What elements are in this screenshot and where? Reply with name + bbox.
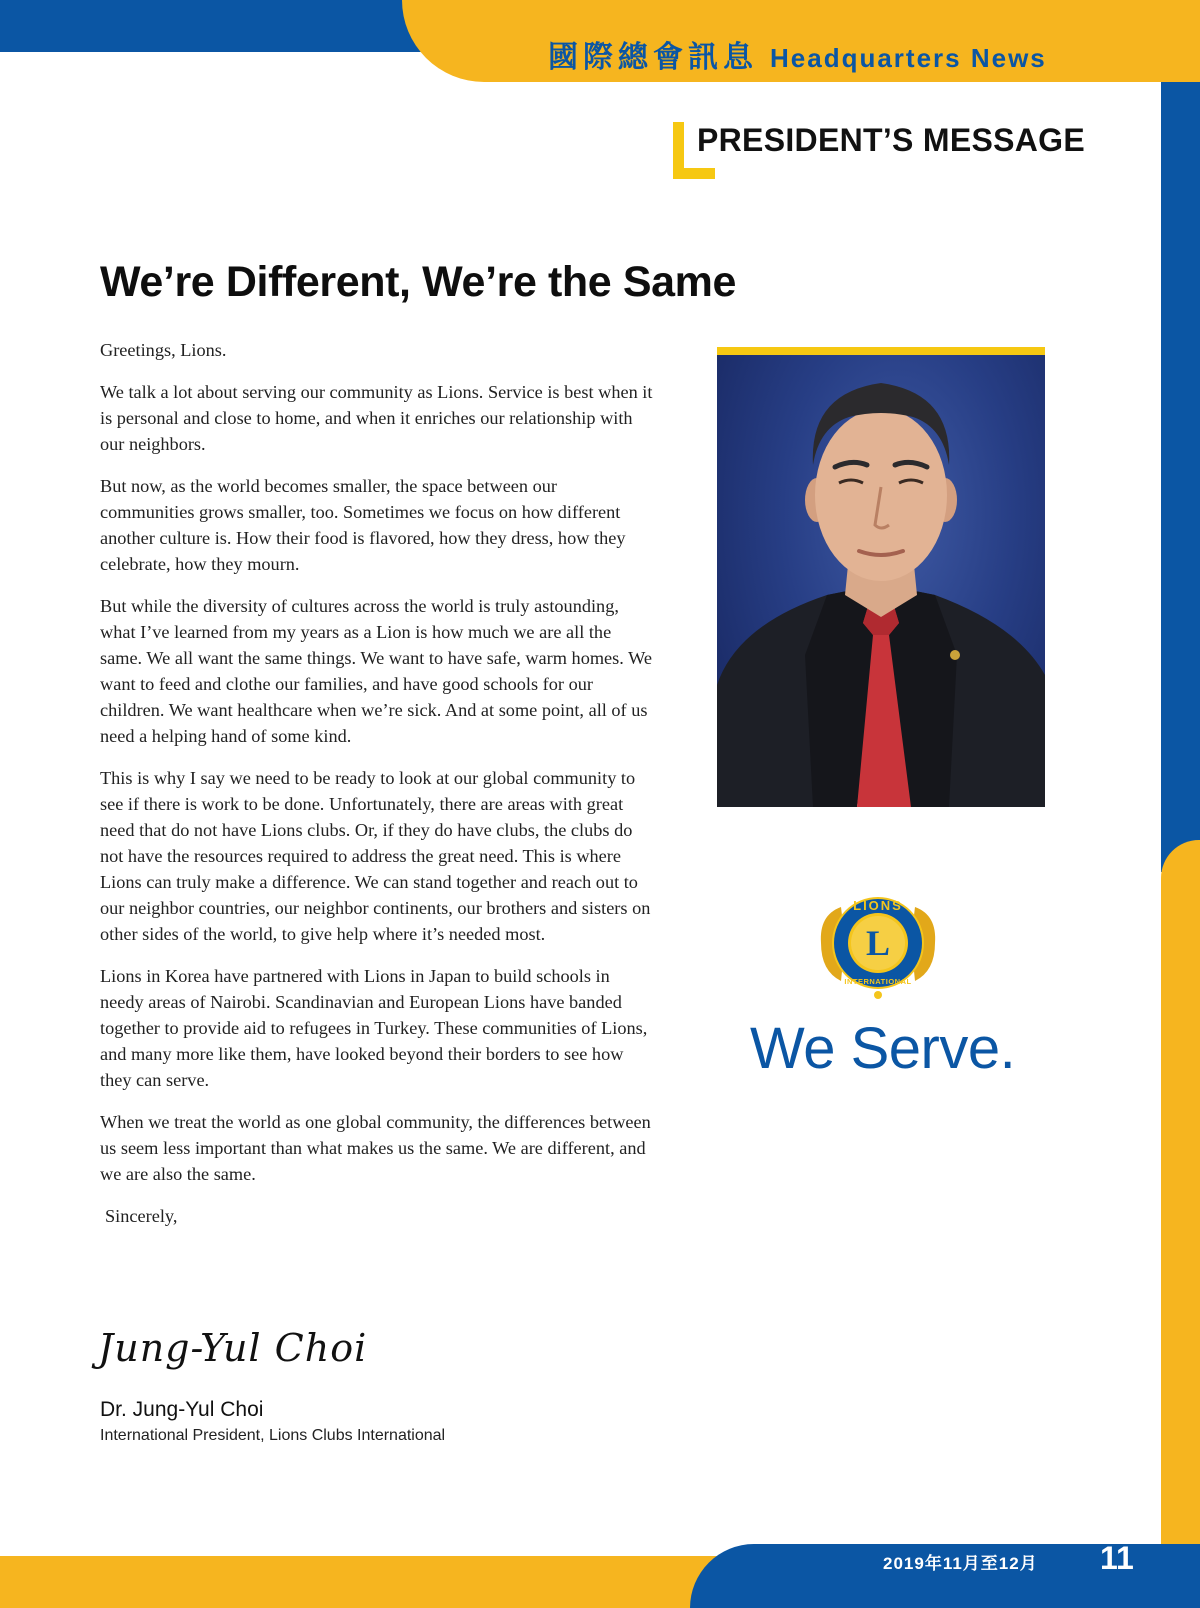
header-title [548, 32, 1047, 76]
header-title-english: Headquarters News [770, 43, 1047, 73]
president-portrait [717, 355, 1045, 807]
article-body [100, 337, 655, 1245]
author-name: Dr. Jung-Yul Choi [100, 1398, 264, 1421]
logo-ring-bottom-text: INTERNATIONAL [844, 977, 912, 986]
logo-ring-top-text: LIONS [853, 898, 903, 913]
portrait-illustration [717, 355, 1045, 807]
page-number: 11 [1100, 1540, 1134, 1576]
header-title-chinese: 國際總會訊息 [548, 41, 758, 74]
right-edge-yellow-bar [1161, 840, 1200, 1550]
paragraph: Greetings, Lions. [100, 340, 227, 360]
header-blue-band [0, 0, 460, 52]
closing: Sincerely, [105, 1206, 178, 1226]
paragraph: Lions in Korea have partnered with Lions in Japan to build schools in needy areas of Nairobi. Scandinavian and European Lions have banded together to provide aid to refugees in Turkey. These communities of Lions, and many more like them, have looked beyond their borders to see how they can serve. [100, 966, 648, 1090]
article-title: We’re Different, We’re the Same [100, 258, 737, 306]
paragraph: But now, as the world becomes smaller, the space between our communities grows smaller, too. Sometimes we focus on how different another culture is. How their food is flavored, how they dress, how they celebrate, how they mourn. [100, 476, 626, 574]
we-serve-tagline: We Serve. [750, 1016, 1016, 1081]
section-marker-horizontal [673, 168, 715, 179]
paragraph: But while the diversity of cultures across the world is truly astounding, what I’ve learned from my years as a Lion is how much we are all the same. We all want the same things. We want to have safe, warm homes. We want to feed and clothe our families, and have good schools for our children. We want healthcare when we’re sick. And at some point, all of us need a helping hand of some kind. [100, 596, 652, 746]
footer-issue-date: 2019年11月至12月 [883, 1554, 1038, 1573]
paragraph: This is why I say we need to be ready to look at our global community to see if there is work to be done. Unfortunately, there are areas with great need that do not have Lions clubs. Or, if they do have clubs, the clubs do not have the resources required to address the great need. This is where Lions can truly make a difference. We can stand together and reach out to our neighbor countries, our neighbor continents, our brothers and sisters on other sides of the world, to give help where it’s needed most. [100, 768, 651, 944]
photo-accent-bar [717, 347, 1045, 355]
paragraph: We talk a lot about serving our community as Lions. Service is best when it is personal and close to home, and when it enriches our relationship with our neighbors. [100, 382, 653, 454]
section-label: PRESIDENT’S MESSAGE [697, 122, 1085, 158]
author-title: International President, Lions Clubs International [100, 1427, 446, 1444]
paragraph: When we treat the world as one global community, the differences between us seem less important than what makes us the same. We are different, and we are also the same. [100, 1112, 651, 1184]
lions-international-logo-icon [815, 885, 941, 1001]
right-edge-blue-bar [1161, 82, 1200, 872]
logo-center-letter: L [865, 923, 891, 963]
handwritten-signature: Jung-Yul Choi [98, 1326, 368, 1370]
